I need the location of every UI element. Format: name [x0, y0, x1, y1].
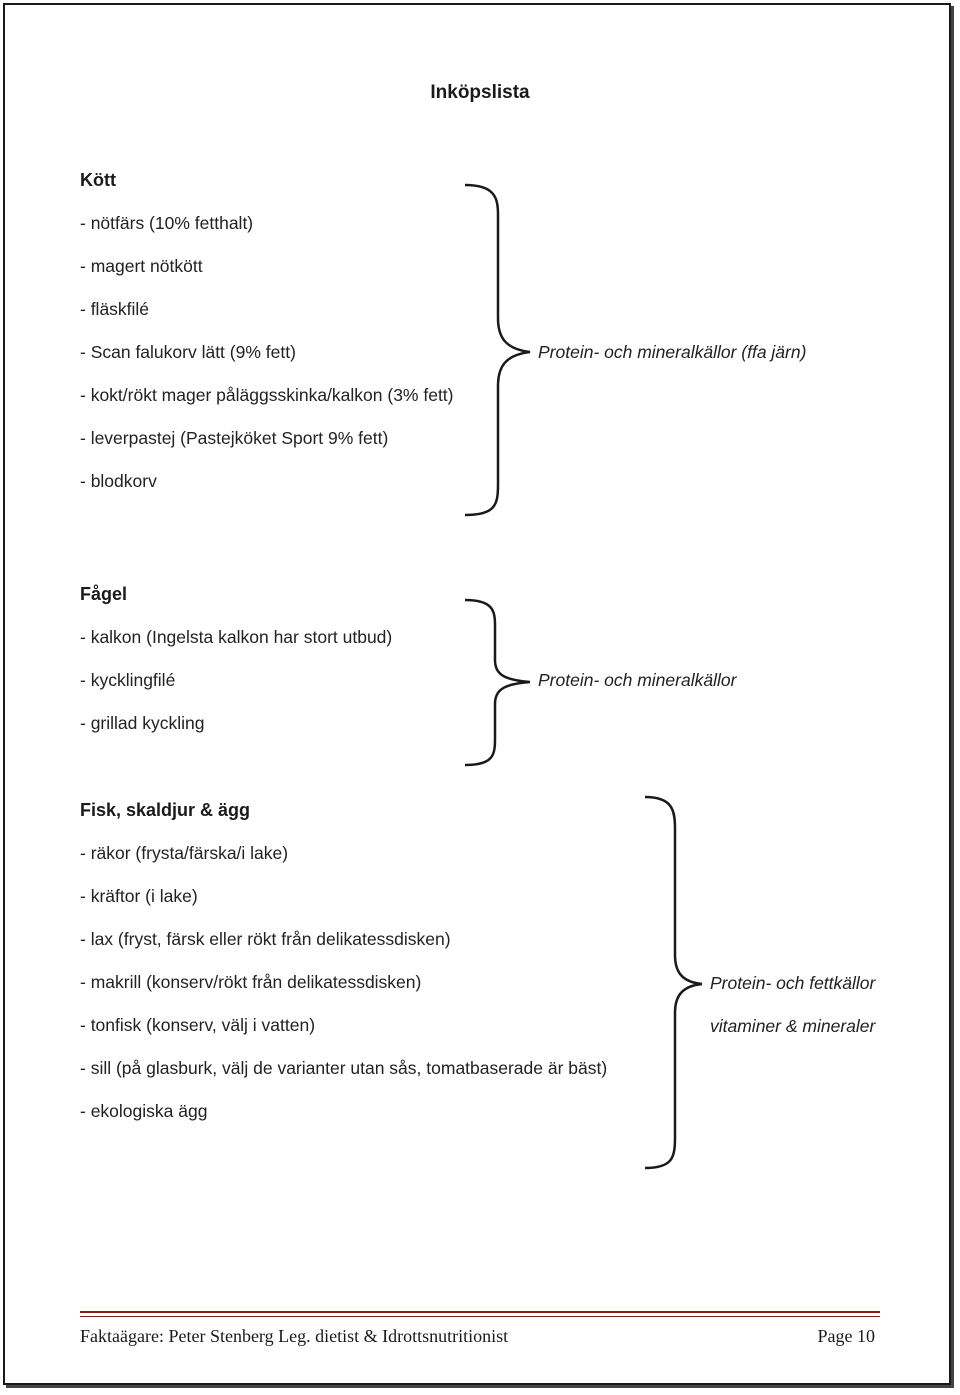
footer-rule	[80, 1316, 880, 1317]
section-note: Protein- och mineralkällor (ffa järn)	[538, 342, 807, 362]
section-heading-fagel: Fågel	[80, 584, 128, 604]
brace-fisk	[645, 797, 702, 1168]
list-item: - magert nötkött	[80, 256, 203, 276]
page-number: Page 10	[817, 1326, 875, 1346]
list-item: - sill (på glasburk, välj de varianter utan sås, tomatbaserade är bäst)	[80, 1058, 608, 1078]
list-item: - leverpastej (Pastejköket Sport 9% fett)	[80, 428, 389, 448]
section-note: Protein- och fettkällor	[710, 973, 876, 993]
page-title: Inköpslista	[430, 82, 530, 103]
list-item: - kycklingfilé	[80, 670, 176, 690]
list-item: - kräftor (i lake)	[80, 886, 198, 906]
section-note: Protein- och mineralkällor	[538, 670, 737, 690]
section-heading-kott: Kött	[80, 170, 116, 190]
list-item: - ekologiska ägg	[80, 1101, 208, 1121]
list-item: - lax (fryst, färsk eller rökt från delikatessdisken)	[80, 929, 451, 949]
list-item: - fläskfilé	[80, 299, 150, 319]
brace-fagel	[465, 600, 530, 765]
brace-kott	[465, 185, 530, 515]
list-item: - kalkon (Ingelsta kalkon har stort utbud)	[80, 627, 393, 647]
list-item: - Scan falukorv lätt (9% fett)	[80, 342, 296, 362]
section-heading-fisk: Fisk, skaldjur & ägg	[80, 800, 251, 820]
list-item: - nötfärs (10% fetthalt)	[80, 213, 254, 233]
footer-rule	[80, 1311, 880, 1313]
footer-author: Faktaägare: Peter Stenberg Leg. dietist & Idrottsnutritionist	[80, 1326, 509, 1346]
list-item: - makrill (konserv/rökt från delikatessdisken)	[80, 972, 422, 992]
list-item: - blodkorv	[80, 471, 157, 491]
section-note: vitaminer & mineraler	[710, 1016, 876, 1036]
list-item: - räkor (frysta/färska/i lake)	[80, 843, 289, 863]
list-item: - tonfisk (konserv, välj i vatten)	[80, 1015, 316, 1035]
list-item: - grillad kyckling	[80, 713, 205, 733]
list-item: - kokt/rökt mager påläggsskinka/kalkon (3% fett)	[80, 385, 454, 405]
